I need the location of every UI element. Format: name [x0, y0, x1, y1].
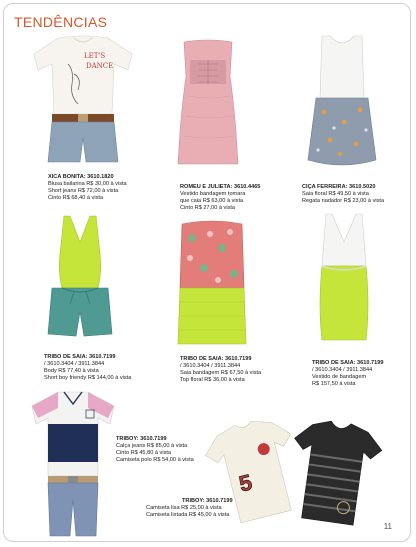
caption-line: que caia R$ 63,00 à vista	[180, 198, 244, 204]
product-image-lime-dress	[308, 210, 380, 358]
page-title: TENDÊNCIAS	[14, 14, 108, 30]
caption-ref: / 3610.3404 / 3911.3844	[312, 367, 373, 373]
caption-line: Camiseta polo R$ 54,00 à vista	[116, 457, 194, 463]
caption-line: Cinto R$ 45,80 à vista	[116, 450, 172, 456]
caption-tribo-de-saia-3	[312, 360, 384, 388]
caption-line: Regata nadador R$ 23,00 à vista	[302, 198, 385, 204]
caption-line: Camiseta listada R$ 45,00 à vista	[146, 512, 230, 518]
caption-name: TRIBOY: 3610.7199	[116, 436, 167, 442]
product-image-polo-jeans	[28, 388, 118, 538]
caption-name: TRIBO DE SAIA: 3610.7199	[180, 356, 252, 362]
product-image-tee-shorts	[28, 34, 138, 174]
caption-line: Vestido de bandagem	[312, 374, 367, 380]
caption-name: TRIBO DE SAIA: 3610.7199	[312, 360, 384, 366]
caption-tribo-de-saia-2	[180, 356, 261, 384]
caption-xica-bonita	[48, 174, 127, 202]
caption-line: Short boy friendy R$ 144,00 à vista	[44, 375, 132, 381]
product-image-two-tees	[206, 414, 386, 526]
caption-tribo-de-saia-1	[44, 354, 131, 382]
caption-triboy-1	[116, 436, 194, 464]
caption-triboy-2	[146, 498, 233, 519]
product-image-lime-body-shorts	[40, 214, 120, 350]
caption-line: Body R$ 77,40 à vista	[44, 368, 99, 374]
caption-line: R$ 157,50 à vista	[312, 381, 356, 387]
caption-line: Top floral R$ 36,00 à vista	[180, 377, 245, 383]
caption-name: TRIBO DE SAIA: 3610.7199	[44, 354, 116, 360]
caption-name: TRIBOY: 3610.7199	[182, 498, 233, 504]
caption-name: ROMEU E JULIETA: 3610.4465	[180, 184, 261, 190]
caption-line: Short jeans R$ 72,00 à vista	[48, 188, 119, 194]
product-image-tank-skirt	[300, 32, 384, 180]
caption-cica-ferreira	[302, 184, 384, 205]
product-image-floral-top-skirt	[170, 218, 254, 354]
caption-line: Camiseta lisa R$ 25,00 à vista	[146, 505, 222, 511]
caption-name: XICA BONITA: 3610.1820	[48, 174, 114, 180]
caption-line: Blusa bailarina R$ 30,00 à vista	[48, 181, 127, 187]
svg-text:5: 5	[236, 469, 255, 497]
caption-line: Calça jeans R$ 85,00 à vista	[116, 443, 188, 449]
caption-line: Cinto R$ 27,00 à vista	[180, 205, 236, 211]
caption-ref: / 3610.3404 / 3911.3844	[180, 363, 241, 369]
page-number: 11	[383, 522, 392, 531]
caption-line: Saia floral R$ 49,50 à vista	[302, 191, 369, 197]
caption-ref: / 3610.3404 / 3911.3844	[44, 361, 105, 367]
svg-text:DANCE: DANCE	[86, 62, 114, 70]
caption-line: Vestido bandagem tomara	[180, 191, 246, 197]
caption-line: Saia bandagem R$ 67,50 à vista	[180, 370, 262, 376]
caption-romeu-e-julieta	[180, 184, 260, 212]
product-image-pink-dress	[168, 36, 248, 176]
caption-name: CIÇA FERREIRA: 3610.5020	[302, 184, 376, 190]
svg-text:LET'S: LET'S	[84, 52, 106, 60]
caption-line: Cinto R$ 68,40 à vista	[48, 195, 104, 201]
